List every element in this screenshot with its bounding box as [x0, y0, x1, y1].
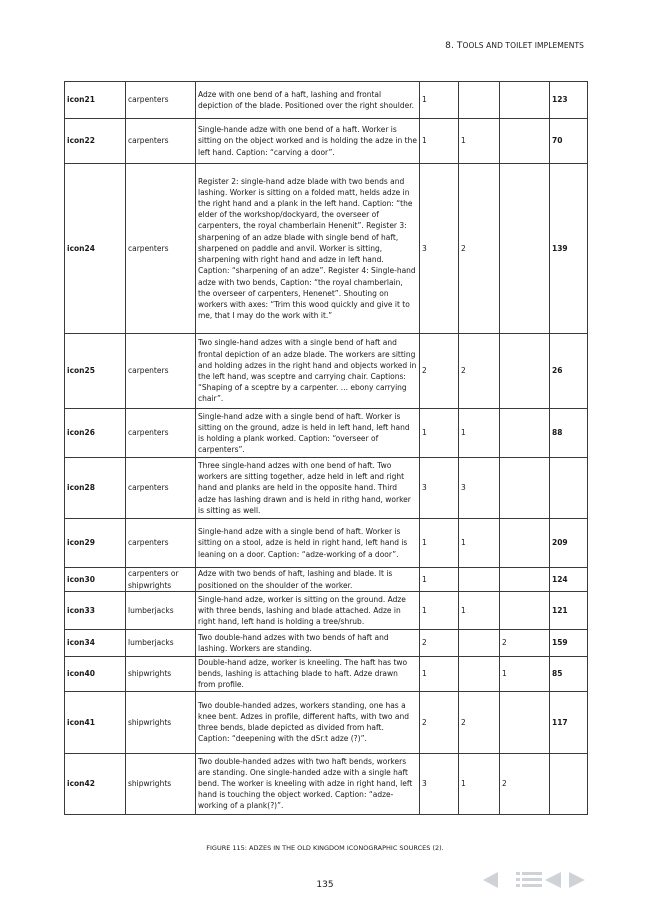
icon-id-cell: icon21	[65, 82, 126, 119]
count-cell: 1	[459, 592, 500, 630]
page-number: 135	[316, 880, 334, 890]
icon-id-cell: icon34	[65, 630, 126, 657]
description-cell: Two double-handed adzes, workers standing, one has a knee bent. Adzes in profile, different hafts, with two and three bends, blade depicted as divided from haft. Caption: “deepening with the dSr.t adze (?)”.	[196, 691, 420, 753]
count-cell: 3	[420, 458, 459, 519]
description-cell: Two single-hand adzes with a single bend of haft and frontal depiction of an adze blade. The workers are sitting and holding adzes in the right hand and objects worked in the left hand, was sceptre and carrying chair. Captions: “Shaping of a sceptre by a carpenter. ... ebony carrying chair”.	[196, 334, 420, 409]
reference-number-cell	[550, 458, 588, 519]
table-row	[65, 458, 588, 519]
count-cell	[500, 164, 550, 334]
description-cell: Single-hand adze with a single bend of haft. Worker is sitting on a stool, adze is held in right hand, left hand is leaning on a door. Caption: “adze-working of a door”.	[196, 519, 420, 568]
count-cell: 2	[420, 691, 459, 753]
count-cell	[459, 657, 500, 692]
count-cell: 1	[420, 592, 459, 630]
icon-id-cell: icon33	[65, 592, 126, 630]
count-cell: 2	[459, 691, 500, 753]
table-row	[65, 409, 588, 458]
reference-number-cell: 85	[550, 657, 588, 692]
reference-number-cell: 209	[550, 519, 588, 568]
occupation-cell: carpenters	[126, 519, 196, 568]
reference-number-cell: 26	[550, 334, 588, 409]
icon-id-cell: icon42	[65, 753, 126, 814]
count-cell: 1	[420, 657, 459, 692]
count-cell	[459, 630, 500, 657]
chapter-title: OOLS AND TOILET IMPLEMENTS	[462, 41, 584, 50]
count-cell: 2	[420, 630, 459, 657]
table-row	[65, 82, 588, 119]
count-cell: 1	[420, 519, 459, 568]
description-cell: Adze with one bend of a haft, lashing and frontal depiction of the blade. Positioned over the right shoulder.	[196, 82, 420, 119]
figure-caption	[0, 843, 650, 852]
page-navigation	[481, 870, 591, 890]
table-row	[65, 119, 588, 164]
count-cell	[500, 519, 550, 568]
count-cell: 1	[459, 519, 500, 568]
reference-number-cell	[550, 753, 588, 814]
table-row	[65, 691, 588, 753]
description-cell: Double-hand adze, worker is kneeling. The haft has two bends, lashing is attaching blade to haft. Adze drawn from profile.	[196, 657, 420, 692]
count-cell	[500, 119, 550, 164]
count-cell: 1	[459, 753, 500, 814]
icon-id-cell: icon28	[65, 458, 126, 519]
occupation-cell: carpenters	[126, 334, 196, 409]
chapter-number: 8. T	[445, 41, 463, 51]
count-cell: 1	[459, 409, 500, 458]
occupation-cell: lumberjacks	[126, 630, 196, 657]
count-cell: 3	[420, 753, 459, 814]
count-cell: 2	[459, 164, 500, 334]
description-cell: Register 2: single-hand adze blade with two bends and lashing. Worker is sitting on a folded matt, helds adze in the right hand and a plank in the left hand. Caption: “the elder of the workshop/dockyard, the overseer of carpenters, the royal chamberlain Henenit”. Register 3: sharpening of an adze blade with single bend of haft, sharpened on paddle and anvil. Worker is sitting, sharpening with right hand and adze in left hand. Caption: “sharpening of an adze”. Register 4: Single-hand adze with two bends, Caption: “the royal chamberlain, the overseer of carpenters, Henenet”. Shouting on workers with axes: “Trim this wood quickly and give it to me, that I may do the work with it.”	[196, 164, 420, 334]
reference-number-cell: 159	[550, 630, 588, 657]
count-cell: 2	[459, 334, 500, 409]
icon-id-cell: icon25	[65, 334, 126, 409]
reference-number-cell: 123	[550, 82, 588, 119]
occupation-cell: shipwrights	[126, 691, 196, 753]
description-cell: Two double-handed adzes with two haft bends, workers are standing. One single-handed adze with a single haft bend. The worker is kneeling with adze in right hand, left hand is touching the object worked. Caption: “adze-working of a plank(?)”.	[196, 753, 420, 814]
table-of-contents-icon[interactable]	[516, 872, 542, 887]
count-cell: 1	[420, 82, 459, 119]
occupation-cell: carpenters	[126, 119, 196, 164]
occupation-cell: shipwrights	[126, 753, 196, 814]
occupation-cell: carpenters	[126, 458, 196, 519]
reference-number-cell: 88	[550, 409, 588, 458]
icon-id-cell: icon30	[65, 568, 126, 592]
count-cell: 1	[500, 657, 550, 692]
description-cell: Single-hand adze with a single bend of haft. Worker is sitting on the ground, adze is held in left hand, left hand is holding a plank worked. Caption: “overseer of carpenters”.	[196, 409, 420, 458]
description-cell: Single-hande adze with one bend of a haft. Worker is sitting on the object worked and is holding the adze in the left hand. Caption: “carving a door”.	[196, 119, 420, 164]
count-cell: 2	[500, 753, 550, 814]
description-cell: Single-hand adze, worker is sitting on the ground. Adze with three bends, lashing and blade attached. Adze in right hand, left hand is holding a tree/shrub.	[196, 592, 420, 630]
icon-id-cell: icon22	[65, 119, 126, 164]
icon-id-cell: icon41	[65, 691, 126, 753]
reference-number-cell: 70	[550, 119, 588, 164]
count-cell: 1	[420, 568, 459, 592]
count-cell: 3	[420, 164, 459, 334]
table-row	[65, 657, 588, 692]
icon-id-cell: icon40	[65, 657, 126, 692]
icon-id-cell: icon24	[65, 164, 126, 334]
occupation-cell: carpenters or shipwrights	[126, 568, 196, 592]
count-cell: 2	[420, 334, 459, 409]
adze-table	[64, 81, 588, 815]
table-row	[65, 164, 588, 334]
count-cell: 1	[459, 119, 500, 164]
reference-number-cell: 117	[550, 691, 588, 753]
count-cell: 1	[420, 119, 459, 164]
count-cell	[500, 334, 550, 409]
icon-id-cell: icon26	[65, 409, 126, 458]
table-body	[65, 82, 588, 815]
running-head	[445, 41, 584, 51]
count-cell: 3	[459, 458, 500, 519]
count-cell	[500, 691, 550, 753]
occupation-cell: carpenters	[126, 164, 196, 334]
occupation-cell: carpenters	[126, 82, 196, 119]
count-cell	[500, 409, 550, 458]
count-cell: 1	[420, 409, 459, 458]
description-cell: Adze with two bends of haft, lashing and blade. It is positioned on the shoulder of the worker.	[196, 568, 420, 592]
figure-caption-text: FIGURE 115: ADZES IN THE OLD KINGDOM ICONOGRAPHIC SOURCES (2).	[206, 844, 444, 852]
table-row	[65, 568, 588, 592]
count-cell	[500, 592, 550, 630]
reference-number-cell: 124	[550, 568, 588, 592]
previous-page-icon[interactable]	[545, 872, 561, 888]
occupation-cell: lumberjacks	[126, 592, 196, 630]
description-cell: Two double-hand adzes with two bends of haft and lashing. Workers are standing.	[196, 630, 420, 657]
table-row	[65, 334, 588, 409]
count-cell	[500, 458, 550, 519]
count-cell	[500, 82, 550, 119]
count-cell	[459, 82, 500, 119]
next-page-icon[interactable]	[569, 872, 585, 888]
description-cell: Three single-hand adzes with one bend of haft. Two workers are sitting together, adze held in left and right hand and planks are held in the opposite hand. Third adze has lashing drawn and is held in rithg hand, worker is sitting as well.	[196, 458, 420, 519]
occupation-cell: shipwrights	[126, 657, 196, 692]
table-row	[65, 630, 588, 657]
table-row	[65, 753, 588, 814]
icon-id-cell: icon29	[65, 519, 126, 568]
occupation-cell: carpenters	[126, 409, 196, 458]
reference-number-cell: 139	[550, 164, 588, 334]
count-cell: 2	[500, 630, 550, 657]
table-row	[65, 592, 588, 630]
count-cell	[500, 568, 550, 592]
reference-number-cell: 121	[550, 592, 588, 630]
count-cell	[459, 568, 500, 592]
back-arrow-icon[interactable]	[483, 872, 498, 888]
table-row	[65, 519, 588, 568]
